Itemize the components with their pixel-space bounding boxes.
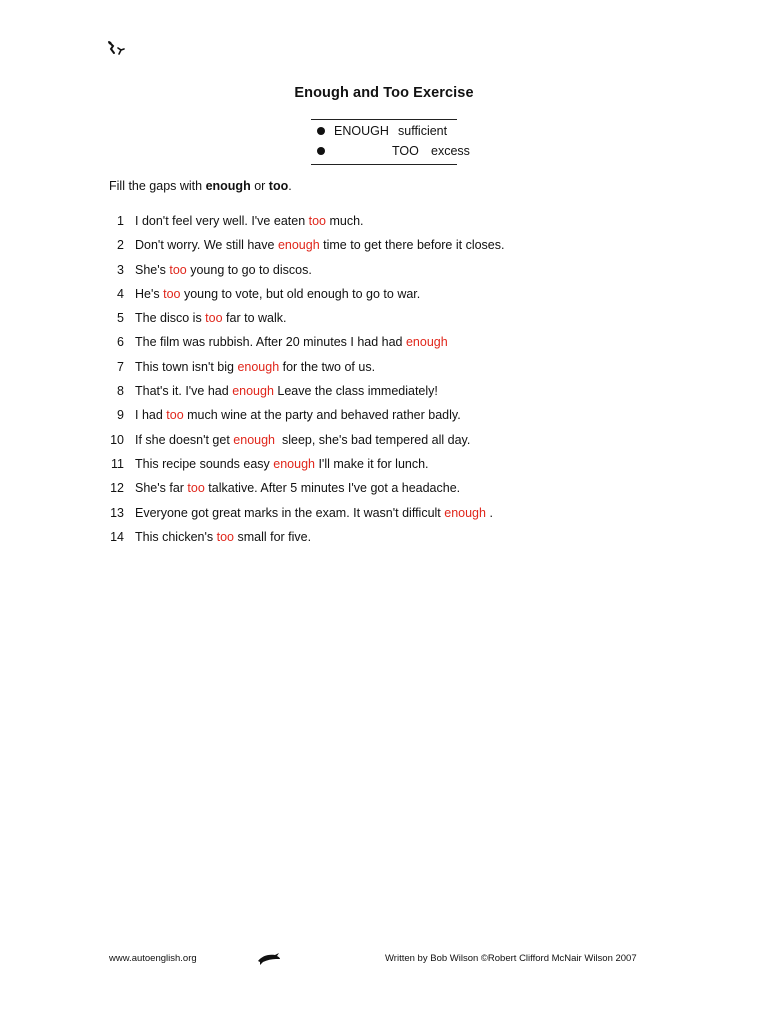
key-word: TOO xyxy=(392,144,419,158)
answer-word: enough xyxy=(405,335,448,350)
sentence-before: This town isn't big xyxy=(135,359,238,374)
sentence-before: The film was rubbish. After 20 minutes I had had xyxy=(135,335,406,350)
key-box xyxy=(311,119,470,165)
sentence-after: much. xyxy=(326,214,364,228)
sentence-before: She's far xyxy=(135,481,188,496)
item-sentence xyxy=(135,504,493,522)
exercise-item xyxy=(0,236,768,260)
sentence-before: This chicken's xyxy=(135,529,217,544)
answer-word: too xyxy=(308,214,327,228)
answer-word: enough xyxy=(233,432,276,447)
item-number: 14 xyxy=(110,529,124,544)
item-number: 10 xyxy=(110,432,124,447)
bullet-icon xyxy=(317,147,325,155)
answer-word: too xyxy=(163,286,181,301)
item-sentence xyxy=(135,382,438,400)
sentence-before: I don't feel very well. I've eaten xyxy=(135,214,309,228)
answer-word: enough xyxy=(237,359,280,374)
sentence-after: young to go to discos. xyxy=(186,262,312,277)
answer-word: enough xyxy=(444,505,486,520)
item-sentence xyxy=(135,261,312,279)
answer-word: enough xyxy=(277,238,320,253)
sentence-before: Everyone got great marks in the exam. It wasn't difficult xyxy=(135,505,445,520)
item-sentence xyxy=(135,455,429,473)
instructions-word-enough: enough xyxy=(205,179,251,193)
sentence-after: far to walk. xyxy=(222,311,287,326)
key-word: ENOUGH xyxy=(334,124,389,138)
item-sentence xyxy=(135,358,375,376)
exercise-item xyxy=(0,504,768,528)
sentence-after: Leave the class immediately! xyxy=(273,384,438,399)
item-number: 5 xyxy=(117,311,124,326)
sentence-before: She's xyxy=(135,262,170,277)
sentence-before: The disco is xyxy=(135,311,206,326)
key-row-enough xyxy=(311,122,501,140)
sentence-before: This recipe sounds easy xyxy=(135,456,274,471)
item-sentence xyxy=(135,479,460,497)
item-sentence xyxy=(135,236,505,254)
answer-word: enough xyxy=(232,384,274,399)
sentence-before: I had xyxy=(135,408,167,423)
exercise-item xyxy=(0,261,768,285)
exercise-item xyxy=(0,455,768,479)
exercise-item xyxy=(0,333,768,357)
exercise-item xyxy=(0,309,768,333)
instructions-middle: or xyxy=(250,179,269,193)
item-sentence xyxy=(135,333,448,351)
bird-flock-icon xyxy=(106,40,128,58)
sentence-before: He's xyxy=(135,286,164,301)
sentence-after: for the two of us. xyxy=(279,359,376,374)
sentence-after: talkative. After 5 minutes I've got a headache. xyxy=(204,481,461,496)
item-number: 7 xyxy=(117,359,124,374)
item-sentence xyxy=(135,431,470,449)
instructions-suffix: . xyxy=(288,179,292,193)
item-number: 9 xyxy=(117,408,124,423)
sentence-after: sleep, she's bad tempered all day. xyxy=(275,432,471,447)
exercise-item xyxy=(0,212,768,236)
item-number: 1 xyxy=(117,214,124,228)
item-number: 13 xyxy=(110,505,124,520)
item-number: 3 xyxy=(117,262,124,277)
sentence-after: young to vote, but old enough to go to war. xyxy=(180,286,421,301)
sentence-after: time to get there before it closes. xyxy=(319,238,505,253)
sentence-after: I'll make it for lunch. xyxy=(314,456,429,471)
sentence-after: much wine at the party and behaved rather badly. xyxy=(183,408,461,423)
page-title: Enough and Too Exercise xyxy=(294,85,474,101)
exercise-item xyxy=(0,382,768,406)
exercise-item xyxy=(0,528,768,552)
instructions xyxy=(109,177,292,195)
exercise-list xyxy=(0,212,768,552)
answer-word: too xyxy=(169,262,187,277)
instructions-word-too: too xyxy=(268,179,289,193)
sentence-before: If she doesn't get xyxy=(135,432,234,447)
instructions-prefix: Fill the gaps with xyxy=(109,179,206,193)
dolphin-logo-icon xyxy=(256,950,282,966)
sentence-before: That's it. I've had xyxy=(135,384,233,399)
item-number: 11 xyxy=(111,456,124,471)
item-sentence xyxy=(135,309,286,327)
item-number: 6 xyxy=(117,335,124,350)
exercise-item xyxy=(0,479,768,503)
footer-website: www.autoenglish.org xyxy=(109,953,197,964)
footer-credit: Written by Bob Wilson ©Robert Clifford McNair Wilson 2007 xyxy=(385,953,637,964)
exercise-item xyxy=(0,358,768,382)
answer-word: too xyxy=(187,481,205,496)
key-meaning: sufficient xyxy=(398,124,448,138)
item-sentence xyxy=(135,285,420,303)
item-number: 2 xyxy=(117,238,124,253)
sentence-after: small for five. xyxy=(233,529,312,544)
exercise-item xyxy=(0,431,768,455)
key-row-too xyxy=(311,142,501,160)
item-number: 4 xyxy=(117,286,124,301)
item-number: 12 xyxy=(110,481,124,496)
item-sentence xyxy=(135,528,311,546)
answer-word: too xyxy=(205,311,223,326)
answer-word: too xyxy=(216,529,234,544)
item-number: 8 xyxy=(117,384,124,399)
bullet-icon xyxy=(317,127,325,135)
exercise-item xyxy=(0,285,768,309)
answer-word: enough xyxy=(273,456,315,471)
item-sentence xyxy=(135,212,364,230)
key-meaning: excess xyxy=(431,144,470,158)
sentence-after: . xyxy=(485,505,493,520)
answer-word: too xyxy=(166,408,184,423)
sentence-before: Don't worry. We still have xyxy=(135,238,278,253)
exercise-item xyxy=(0,406,768,430)
item-sentence xyxy=(135,406,461,424)
